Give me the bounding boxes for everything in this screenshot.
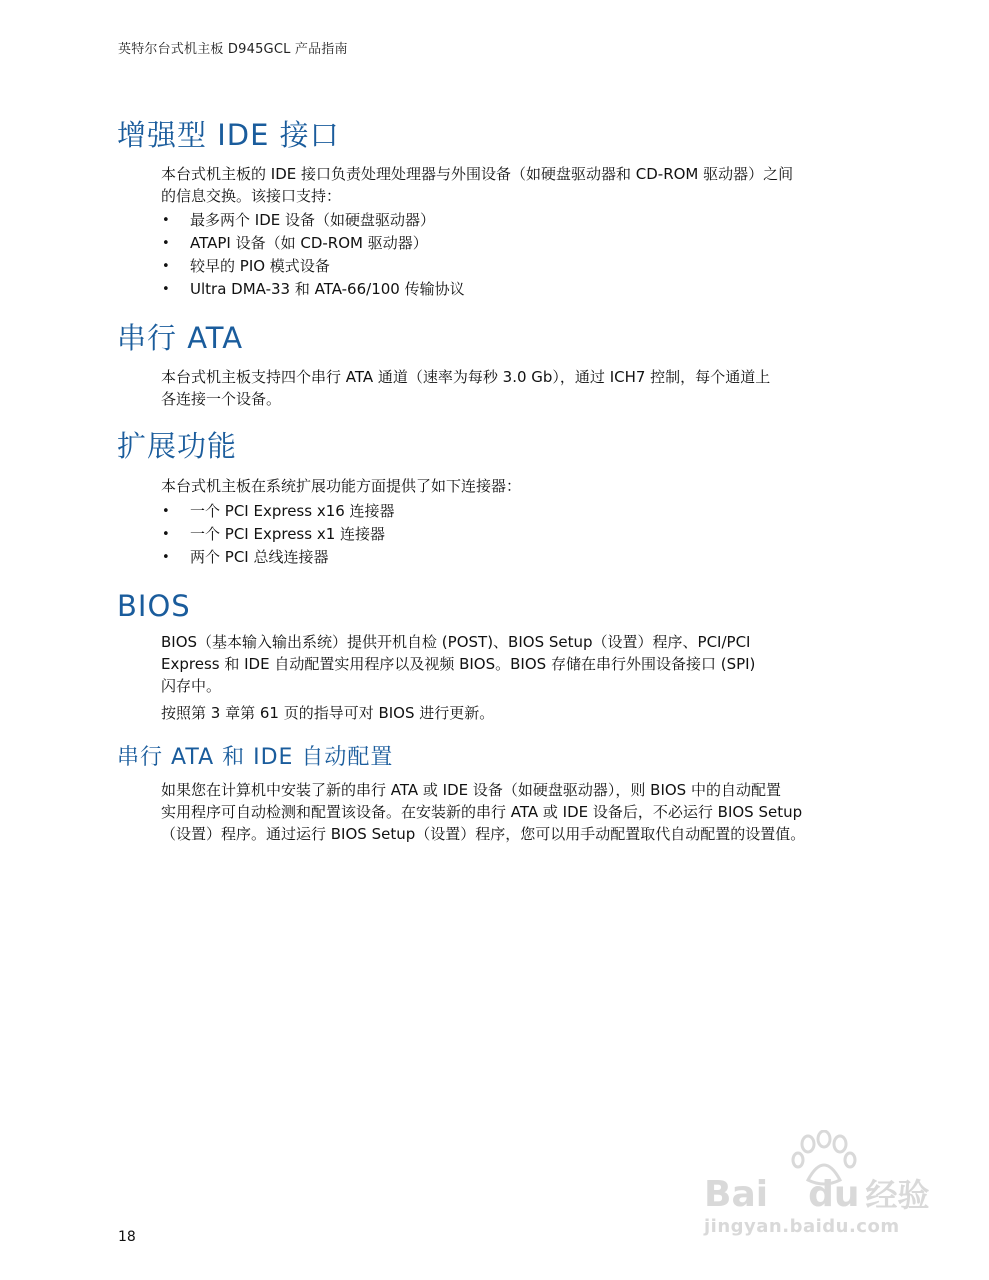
section-title-bios: BIOS (117, 589, 191, 623)
ide-bullet-list (161, 209, 465, 301)
list-item: • 较早的 PIO 模式设备 (161, 255, 465, 278)
bullet-icon: • (162, 213, 170, 228)
autoconfig-paragraph-line-1: 如果您在计算机中安装了新的串行 ATA 或 IDE 设备（如硬盘驱动器），则 BIOS 中的自动配置 (161, 781, 781, 799)
list-item: • 一个 PCI Express x1 连接器 (161, 523, 395, 546)
sata-paragraph-line-2: 各连接一个设备。 (161, 390, 282, 408)
section-title-autoconfig: 串行 ATA 和 IDE 自动配置 (117, 745, 394, 770)
list-item: • 一个 PCI Express x16 连接器 (161, 500, 395, 523)
running-header: 英特尔台式机主板 D945GCL 产品指南 (118, 42, 348, 57)
bullet-icon: • (162, 236, 170, 251)
bios-paragraph-line-3: 闪存中。 (161, 677, 222, 695)
section-title-sata: 串行 ATA (117, 321, 244, 355)
bios-paragraph-line-1: BIOS（基本输入输出系统）提供开机自检 (POST)、BIOS Setup（设置）程序、PCI/PCI (161, 633, 751, 651)
section-title-expansion: 扩展功能 (117, 429, 238, 463)
watermark (700, 1130, 940, 1240)
bullet-icon: • (162, 550, 170, 565)
ide-paragraph-line-1: 本台式机主板的 IDE 接口负责处理处理器与外围设备（如硬盘驱动器和 CD-ROM 驱动器）之间 (161, 165, 794, 183)
sata-paragraph-line-1: 本台式机主板支持四个串行 ATA 通道（速率为每秒 3.0 Gb），通过 ICH7 控制，每个通道上 (161, 368, 771, 386)
page-number: 18 (118, 1229, 136, 1245)
expansion-bullet-list (161, 500, 395, 569)
list-item: • 最多两个 IDE 设备（如硬盘驱动器） (161, 209, 465, 232)
bullet-icon: • (162, 527, 170, 542)
section-title-ide: 增强型 IDE 接口 (117, 118, 340, 152)
watermark-brand: Bai du 经验 (704, 1174, 930, 1215)
bullet-icon: • (162, 259, 170, 274)
list-item: • Ultra DMA-33 和 ATA-66/100 传输协议 (161, 278, 465, 301)
list-item: • 两个 PCI 总线连接器 (161, 546, 395, 569)
autoconfig-paragraph-line-2: 实用程序可自动检测和配置该设备。在安装新的串行 ATA 或 IDE 设备后，不必运行 BIOS Setup (161, 803, 803, 821)
bullet-icon: • (162, 282, 170, 297)
bullet-icon: • (162, 504, 170, 519)
ide-paragraph (161, 163, 866, 207)
ide-paragraph-line-2: 的信息交换。该接口支持： (161, 187, 342, 205)
autoconfig-paragraph (161, 779, 866, 845)
expansion-paragraph: 本台式机主板在系统扩展功能方面提供了如下连接器： (161, 477, 522, 495)
list-item: • ATAPI 设备（如 CD-ROM 驱动器） (161, 232, 465, 255)
bios-update-paragraph: 按照第 3 章第 61 页的指导可对 BIOS 进行更新。 (161, 704, 495, 722)
bios-paragraph-line-2: Express 和 IDE 自动配置实用程序以及视频 BIOS。BIOS 存储在串行外围设备接口 (SPI) (161, 655, 756, 673)
autoconfig-paragraph-line-3: （设置）程序。通过运行 BIOS Setup（设置）程序，您可以用手动配置取代自动配置的设置值。 (161, 825, 806, 843)
sata-paragraph (161, 366, 866, 410)
watermark-url: jingyan.baidu.com (704, 1216, 900, 1237)
bios-paragraph (161, 631, 866, 697)
